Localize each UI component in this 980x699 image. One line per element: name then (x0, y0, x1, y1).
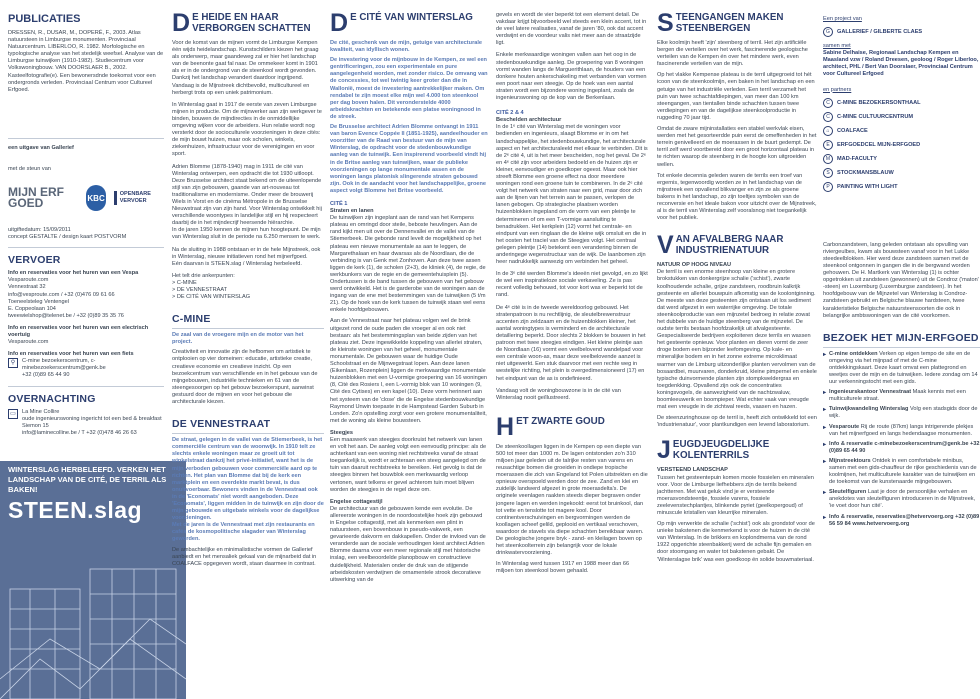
mijn-erfgoed-logo: MIJN ERF GOED (8, 185, 65, 211)
publicaties-text: DRESSEN, R., DUSAR, M., DOPERÉ, F., 2003. Atlas natuursteen in Limburgse monumenten. Provinciaal Natuurcentrum. LIBERLOO, R. 1982. Morfologische en typologische analyse van het stedelijk weefsel. Analyse van de Limburgse tuinwijken (1910-1982). Studiecentrum voor Volkswoningbouw. VAN DOORSLAER B., 2002. Kasteelfotografie(e). Een bewonersdnde toekomst voor een ondergronds verleden. Provinciaal Centrum voor Cultureel Erfgoed. (8, 30, 164, 93)
vervoer-text-4: Info en reservaties voor het huren van een electrisch voertuig (8, 324, 149, 338)
legend-label: MAD-FACULTY (837, 155, 877, 162)
column-heide (172, 0, 324, 699)
steen-title (657, 9, 817, 37)
cmine-text: Creativiteit en innovatie zijn de hefbomen om artistiek te ontplooien op vier domeinen: educatie, artistieke creatie, creatieve economie en creatieve inzicht. Op een bezoekcentrum van verschillende en in het gebouw van de mijngebouwen, industriële technieken en 61 van de steengesoorgen op het gebouw bezoekerspunt, aanwinst gestuurd door de mijnen en voor het gebouw die architecturale kiezen. (172, 349, 318, 406)
divider (172, 433, 324, 434)
bezoek-text: Rij de route (87km) langs intrigerende plekjes van het mijnerfgoed en langs hedendaagse monumenten. (829, 423, 974, 437)
afval-dropcap: V (657, 231, 674, 260)
samen-text: Sabine Delhaise, Regionaal Landschap Kempen en Maasland vzw / Roland Dreesen, geoloog / Roger Liberloo, architect, PHL / Bert Van Doorslaer, Provinciaal Centrum voor Cultureel Erfgoed (823, 50, 979, 78)
engelse-text: De architectuur van de gebouwen kende een evolutie. De allereerste woningen in de noordoostelijke hoek zijn gebouwd in Engelse cottagestijl, met als kenmerken een plint in natuursteen, een bovenbouw in pseudo-vakwerk, een gevarieerde dakvorm en dakkapellen. Onder de invloed van de veranderde aan de sociale verhoudingen kiest architect Adrien Blomme daarna voor een meer regionale stijl met historische inslag, een veelbeoordelde planopbouw en constructieve duidelijkheid. Materialen onder de druk van de stijgende arbeidskosten verdwijnen de ornamentele strook decoratieve uitwerking van de (330, 505, 486, 583)
cite-cont-p1: gevels en wordt de vier beperkt tot een element detail. De vakdaar krijgt bijvoorbeeld wel steeds een klein accent, tot in de veel latere realisaties, vanaf de jaren '80, ook dat accent verdwijnt en de voordeur valis niet meer aan de straatzijde ligt. (496, 12, 647, 47)
org-item (823, 27, 980, 37)
cite-title-text: E CITÉ VAN WINTERSLAG (350, 12, 473, 23)
steen-p4: Tot enkele decennia geleden waren de terrils een troef van ergernis, tegenwoordig worden ze in het landschap van de mijnstreek een opvallend blikvanger en zijn ze als groene bakens in het landschap, zo zijn toeltjes symbolen van de reconversie en het ideale bakon voor uitzicht over de Mijnstreek, al is de terril van Winterslag zelf vooralsnog niet toegankelijk voor het publiek. (657, 172, 817, 222)
legend-item (823, 140, 980, 150)
heide-p1: Voor de komst van de mijnen vormt de Limburgse Kempen één wijds heidelandschap. Kunstschilders kiezen het graag als onderwerp, maar gaandeweg zal er hier het landschap van de beenonte gaat fal naar. De ommekeer komt in 1901 als er in de ondergrond van de steenkool wordt gevonden. Dankzij het landschap verandert daardoor ingrijpend. Vandaag is de Mijnstreek dichtbevolkt, multicultureel en herbergt trots op een uniek patrimonium. (172, 40, 319, 96)
cite1-text: De tuinwijken zijn ingeplant aan de rand van het Kempens plateau en omringd door steile, beboste heuvlingen. Aan de rand kijkt men uit over de Dennenvallei en de vallei van de Stiemerbeek. Die gebonde rand levelt de mogelijkheid op het plateau een nieuwe monumentale as aan te leggen, de Margarethalaan en haar dwarsas als de Noordlaan, die de verbinding is van Genk met Zonhoven. Aan deze twee assen liggen de kerk (1), de scholen (2+3), de kliniek (4), de regie, de werkbunkers van de regie en de gemeentehuisplein (5). Ondertussen is de band tussen de gebouwen van het gebouw werd ontwikkeld. Het is de garderobe van de woningen aan de ingang van de ene met bestemmingen van de tuinwijken (5 t/m 21). Op de hoek van de kerk tussen de tuinwijk staan wel eens enkele hoofdgebouwen. (330, 215, 486, 314)
cmine-icon: C (823, 98, 833, 108)
overnachting-heading: OVERNACHTING (8, 392, 96, 405)
bezoek-title: Info & reservatie, reservaties@hetvervoerg.org (829, 513, 954, 520)
legend-item (823, 98, 980, 108)
afval-title-text: AN AFVALBERG NAAR INDUSTRIENATUUR (675, 234, 784, 256)
cite-cont-p5: De 4ᵉ cité is in de tweede wereldoorlog gebouwd. Het stratenpatroon is nu rechtlijnig, de sleutelbrewenstruur accenten zijn zeldzaam en de huizenblokken kleiner, het aantal woningtypes is verminderd en de architecturale detaillering beperkt. Door slechts 2 blokken te bouwen in het patroon met twee steegjes eindigen. Het kleine pleintje aan de Noordlaan (16) vormt een veelbelovend wandelpad voor een centrale woon-as, maar deze veelbelovende aanzet is niet uitgewerkt. Een stuk daarvoor met een rechte weg in westelijke richting, het plein is overgedimensioneerd (17) en het eindpunt van de as is ondefinieerd. (496, 304, 646, 382)
divider (823, 347, 980, 348)
bezoek-text: Verken op eigen tempo de site en de omgeving via het mijnpad of met de C-mine ontdekkingskaart. Deze kaart omvat een plattegrond en weetjes over de mijn en de tuinwijken. Iedere zondag om 14 uur verkenningstocht met een gids. (829, 350, 978, 386)
jeugd-title (657, 436, 817, 465)
afval-title (657, 231, 817, 260)
bezoek-title: Tuinwijkwandeling Winterslag (829, 406, 909, 413)
divider (172, 328, 324, 329)
steun-text: met de steun van (8, 165, 51, 172)
partners-label: en partners (823, 86, 852, 93)
bezoek-item (823, 406, 980, 420)
natuur-p1: De terril is een enorme steenhoop van kleine en grotere brokstukken van donkergrijze schalie ('schist'), zwarte koolhoudende schalie, grijze zandsteen, roodbruin kalkrijk gesteente en allerlei bouwpuin afkomstig van de koolontginning. De meeste van deze gesteenten zijn ontstaan uit los sediment dat werd afgezet in een waterrijke omgeving. De totale steenkoolproductie van een mijnzetel bedroeg in relatie zowat het dubbele van de huidige steenberg van de mijnzetel. De oudste terrils bestaan hoofdzakelijk uit afvalgesteente. Gespecialiseerde bedrijven exploiteren deze terrils en wassen het gesteente opnieuw. Voor planten en dieren vormt de zeer droge bodem een bijzonder leefomgeving. Op kale- en mineralijke bodem en in het zonne extreme microklimaat warmer van de Limburg uitzonderlijke planten vervolmen van de bosaardbei, muurvaren, donderkruid, kleine pimpernel en enkele typische duinvormende planten zijn stompkweldergras en toegdenkking. Opvallend zijn ook de concentraties koningsvogels, de aanwezigheid van de nachtzwaluw, boomleeuwerik en boompieper. Wat echter vaak van vreugde mat een vreugde in de zichtwal reeds, vaasen en hazen. (657, 269, 817, 411)
heide-p3: Adrien Blomme (1878-1940) mag in 1911 de cité van Winterslag ontwerpen, een opdracht die tot 1930 uitloopt. Deze Brusselse architect staat bekend om de uiteenlopende stijl van zijn gebouwen, gaande van art-nouveau tot traditionalisme en modernisme. Onder meer de brouwerij Wiels in Vorst en de cinéma Métropole in de Brusselse Nieuwstraat zijn van zijn hand. Voor Winterslag ontwikkelt hij verschillende woontypes in landelijke stijl en hij respecteert daarbij de in het mijndecrijf heersende hiërarchie. (172, 163, 322, 227)
engelse-heading: Engelse cottagestijl (330, 498, 383, 505)
steen-title-text: TEENGANGEN MAKEN STEENBERGEN (675, 12, 784, 34)
bezoek-text: c-minebezoekerscentrum@genk.be +32 (0)89 65 44 90 (829, 440, 980, 454)
bezoek-title: C-mine ontdekken (829, 350, 878, 357)
bed-icon: ▭ (8, 409, 18, 419)
zwarte-title-text: ET ZWARTE GOUD (516, 415, 605, 427)
banner-title: WINTERSLAG HERBELEEFD. VERKEN HET LANDSCHAP VAN DE CITÉ, DE TERRIL ALS BAKEN! (8, 465, 167, 494)
legend-item (823, 126, 980, 136)
natuur-p2: De steenzuringhouse op de terril is, heeft zich ontwikkeld tot een 'industrienatuur', voor plantkundigen een levend laboratorium. (657, 415, 817, 429)
vennestraat-lead: De straat, gelegen in de vallei van de Stiemerbeek, is het commerciële centrum van de woonwijk. In 1910 telt ze slechts enkele woningen maar ze groeit uit tot winkelstraat dankzij het privé-initiatief, want het is de mijn verboden gebouwen voor commerciële aard op te richten. Het plan van Blomme dat bij de kerk een marktplein en een overdekte markt bevat, is dus onuitvoerbaar. Bewoners vinden in de Vennestraat ook in de 'Economats' niet wordt aangeboden. Deze 'Economats', liggen midden in de tuinwijk en zijn door de mijn gebouwde en uitgebate winkels voor de dagelijkse voorzieningen. (172, 437, 324, 522)
cite1-heading: CITÉ 1 (330, 200, 348, 207)
bike-icon: ⚲ (8, 358, 18, 368)
legend-label: ERFGOEDCEL MIJN-ERFGOED (837, 141, 921, 148)
cite23-subheading: Beschelden architectuur (496, 117, 562, 124)
legend-label: STOCKMANSBLAUW (837, 169, 894, 176)
steen-p2: Op het vlakke Kempense plateau is de terril uitgegroeid tot hét icoon van de steenkoolmijn, een baken in het landschap en een getuige van het industriële verleden. Een terril verzamelt het puin van twee schachtafdiepingen, van meer dan 100 km steengangen, van tientallen binde schachten tussen twee verdiepingen en van de dagelijkse steenkoolproductie in ruggeding 70 jaar tijd. (657, 72, 815, 121)
vervoer-text-1: Info en reservaties voor het huren van een Vespa (8, 270, 139, 277)
cover-banner (0, 461, 186, 699)
coalface-icon: ⌂ (823, 126, 833, 136)
zwarte-text-2: In Winterslag werd tussen 1917 en 1988 meer dan 66 miljoen ton steenkool boven gehaald. (496, 561, 630, 575)
vervoer-text-7: C-mine bezoekerscentrum, c-minebezoekerscentrum@genk.be +32 (0)89 65 44 90 (22, 358, 106, 379)
bezoek-title: Sleutelfiguren (829, 489, 867, 496)
bezoek-text: Ontdek in een comfortabele minibus, samen met een gids-chauffeur de rijke geschiedenis van de koolmijnen, het multiculturele karakter van de tuinwijken en de toekomst van de kunstenaarde mijngebouwen. (829, 457, 977, 486)
jeugd-dropcap: J (657, 436, 671, 465)
steen-p3: Omdat de zware mijninstallaties een stabiel werkvlak eisen, werden met het gesorteerdde puin eerst de omeffenheden in het terrein genivelleerd en de moerassen in de buurt gedempt. De terril zelf werd voortbereid door een groot horizontaal plateau in te richten waarop de steenberg in de hoogte kon uitgroeiden wellen. (657, 126, 817, 168)
legend-label: PAINTING WITH LIGHT (837, 183, 898, 190)
carbon-text: Carbonzandsteen, lang geleden ontstaan als opvulling van riviergeulbes, kwam als bouwsteen vanaf voor in het Lukke steedeelblokken. Hier werd deze zandsteen samen met de steenkool ontgonnen in gangen die in de bergwand worden gehouwen. De H. Martkerk van Winterslag (1) is ochter opgetrokken uit zandsteen (gewonnen) uit de Condroz ('maton' -steen) en Luxemburg (Luxemburgse zandsteen). In het hoofdgebouw van de Mijnzetel van Winterslag is Condroz-zandsteen gebruikt en Belgische blauwe hardsteen, twee karakteristieke Belgische natuursteensoorten die ook in belangrijke ambtswoningen van de cité voorkomen. (823, 241, 979, 319)
legend-item (823, 182, 980, 192)
legend-item (823, 154, 980, 164)
vervoer-heading: VERVOER (8, 254, 61, 267)
cite23-heading: CITÉ 2 & 4 (496, 110, 524, 117)
versteend-text: Tussen het gesteentepuin komen mooie fossielen en mineralen voor. Voor de Limburge liefhebbers zijn de terrils bekend jachtterren. Met wat geluk vind je er versteende moerasvondsteentje, fossiele varens, fossiele zeelevenstechplantjes, blinkende pyriet (geelkopergoud) of minuscule kristallen van kleurrijke mineralen. (657, 474, 814, 516)
heide-p4: In de jaren 1950 kennen de mijnen hun hoogtepunt. De mijn van Winterslag sluit in de periode na 6.250 mensen te werk. (172, 227, 321, 241)
zwarte-text: De steenkoollagen liggen in de Kempen op een diepte van 500 tot meer dan 1000 m. De lagen ontstonden zo'n 310 miljoen jaar geleden uit de talrijke resten van varens en reusachtige bomen die groeiden in ondiepe tropische moerassen die zich van Engeland tot Polen uitstrekten en die opnieuw overspoeld werden door de zee. Zand en klei en zuidelijk landwerd afgezet in grote moerasdelta's. De originele veenlagen raakten steeds dieper begraven onder jongere lagen en werden ingekoold: eerst tot bruinkool, dan tot vette en tenslotte tot magere kool. Door continentverschuivingen en bergvormingen werden de koollagen scheef gelild, geplooid en vertikaal verschoven, waardoor de stavels via diepe schachten bereikbaar waren. De geologische jongere bryk - zand- en kleilagen boven op het steenkoolterrein zijn belangrijk voor de lokale drinkwatervoorziening. (496, 443, 648, 557)
natuur-heading: NATUUR OP HOOG NIVEAU (657, 262, 732, 269)
list-item: > C-MINE (172, 279, 197, 286)
heide-title (172, 9, 324, 37)
vervoer-text-2: Vesparoute.com Vennestraat 32 info@vesproute.com / +32 (0)476 09 61 66 (8, 277, 115, 298)
divider (8, 386, 164, 387)
bezoek-heading: BEZOEK HET MIJN-ERFGOED (823, 331, 979, 344)
bezoek-item (823, 351, 980, 386)
bezoek-text: +32 (0)89 56 59 84 www.hetvervoerg.org (829, 513, 980, 527)
column-cite (330, 0, 488, 699)
steegjes-text: Een maaswerk van steegjes doorkruist het netwerk van lanen en volt het aan. De aanleg volgt een eenvoudig principe: als de achterkant van een woning niet rechtstreeks vanaf de straat toegankelijk is, wordt er achteraan een steeg aangelegd om de tuin van daaruit rechtstreeks te bereiken. Het gevolg is dat de steegjes binnen het bouwblok een merkwaardig verloop vertonen, want telkens er gevel achterom tuin moet blijven worden de steegjes in de regel deze om. (330, 436, 487, 493)
cite-cont-p6: Vandaag volt de woningbouwzone is in de cité van Winterslag nooit geïllustreerd. (496, 387, 621, 401)
bezoek-text: Maak kennis met een multiculturele straat. (829, 389, 966, 403)
vervoer-text-6: Info en reservaties voor het huren van een fiets (8, 351, 134, 358)
anchor-list (172, 280, 324, 301)
legend-item (823, 112, 980, 122)
arrow-icon: ▸ (823, 490, 827, 497)
cite-cont-p4: In de 3ᵉ cité werden Blomme's ideeën niet gevolgd, en zo lijkt de wel een inspiratieloze sociale verkaveling. Ze is pas recent volledig behouwd, tot voor kort was er beperkt tot de rand. (496, 271, 648, 299)
org-name: GALLERIEF / GILBERTE CLAES (837, 29, 923, 36)
mad-icon: M (823, 154, 833, 164)
painting-icon: P (823, 182, 833, 192)
bezoek-title: Ingenieurskantoor Vennestraat (829, 389, 912, 396)
bezoek-item (823, 389, 980, 403)
heide-p5: Na de sluiting in 1988 ontstaan er in de hele Mijnstreek, ook in Winterslag, nieuwe initiatieven rond het mijnerfgoed. (172, 246, 321, 260)
cite1-text-2: Aan de Vennestraat naar het plateau volgen wel de brink uitgezet rond de oude paden die vroeger al en ook niet bestaan: als het bestemmingsplan van beide zijden van het plateau ziet. Deze ingewikkelde koppeling van allerlei straten, de kleinste woningen van het geheel, monumentale monumentale. De gebouwen waar de huidige Oude Schoolstraat en de Mijnwegstraat lopen. Aan deze lanen (Eikenlaan, Rozenplein) liggen de merkwaardige monumentale huizenblokken met een U-vormige groepering van 16 woningen (8, Cité des Rosiers I, een L-vormig blok van 10 woningen (9, Cité des Cytises) en een kapel (10). Deze vorm herinnert aan het systeem van de 'close' die de Engelse stedenbouwkundige Raymond Unwin toepaste in de Hampstead Garden Suburb in Londen. Zo'n opstelling zorgt voor een grotere monumentaliteit, met de woning als kleine bouwsteen. (330, 318, 488, 424)
publicaties-heading: PUBLICATIES (8, 13, 81, 25)
bezoek-title: Info & reservatie (829, 440, 873, 447)
divider (8, 247, 164, 248)
legend-label: COALFACE (837, 127, 868, 134)
arrow-icon: ▸ (823, 407, 827, 414)
divider (8, 138, 164, 139)
cite-dropcap: D (330, 9, 349, 37)
cmine-culture-icon: C (823, 112, 833, 122)
heide-p2: In Winterslag gaat in 1917 de eerste van zeven Limburgse mijnen in productie. Om de mijnwerker aan zijn werkgever te binden, bouwen de mijndirecties in de onmiddellijke omgeving wijken voor de arbeiders. Hun relatie wordt nog versterkt door de socioculturele voorzieningen in deze cités: de mijn bouwt huizen, maar ook scholen, winkels, ziekenhuizen, infrastructuur voor de verenigingen en voor sport. (172, 101, 322, 158)
list-item: > DE VENNESTRAAT (172, 287, 228, 293)
concept-line: concept GESTALTE / design kaart POSTVORM (8, 234, 127, 241)
legend-label: C-MINE CULTUURCENTRUM (837, 113, 914, 120)
cite-lead-3: De Brusselse architect Adrien Blomme ontvangt in 1911 van baron Evence Coppée II (1851-1925), aandeelhouder en voorzitter van de Raad van bestuur van de mijn van Winterslag, de opdracht voor de stedenbouwkundige aanleg van de tuinwijk. Een inspirerend voorbeeld vindt hij in de Britse aanleg van tuinwijken, waar de publieke voorzieningen op lange monumentale assen en de woningen langs platonisk slingerende straten gebouwd zijn. Ook in de aandacht voor het landschappelijke, groene aspect volgt Blomme het Britse voorbeeld. (330, 124, 488, 194)
vennestraat-lead-2: Met de jaren is de Vennestraat met zijn restaurants en cafés de kosmopolitische slagader van Winterslag geworden. (172, 522, 315, 543)
heide-dropcap: D (172, 9, 191, 37)
zwarte-goud-title (496, 412, 648, 441)
heide-title-text: E HEIDE EN HAAR VERBORGEN SCHATTEN (192, 12, 311, 34)
bezoek-title: Vesparoute (829, 423, 860, 430)
bezoek-item (823, 424, 980, 438)
overnachting-text: La Mine Collire oude ingenieurswoning ingericht tot een bed & breakfast Siemon 15 info@laminecolline.be / T +32 (0)478 46 26 63 (22, 408, 162, 436)
bezoek-item (823, 458, 980, 486)
bezoek-item (823, 441, 980, 455)
erfgoedcel-icon: E (823, 140, 833, 150)
arrow-icon: ▸ (823, 458, 827, 465)
kbc-logo: KBC (86, 185, 105, 211)
versteend-text-2: Op mijn verwerkte de schalie ('schist') ook als grondstof voor de unieke bakstenen die kenmerkend is voor de huizen in de cité van Winterslag. In de brikkers en koplondmerna van de rond 1922 opgerichte steenbakkerij werd de schalie fijn gemalen en door stoomgang en water tot bakstenen gebakt. De 'Winterslagse brik' was een goedkoop én solide bouwmateriaal. (657, 521, 815, 563)
column-steenbergen (657, 0, 817, 699)
arrow-icon: ▸ (823, 390, 827, 397)
bezoek-item (823, 514, 980, 528)
sponsor-logos (8, 181, 164, 215)
arrow-icon: ▸ (823, 514, 827, 521)
cite-cont-p2: Enkele merkwaardige woningen vallen aan het oog in de stedenbouwkundige aanleg. De groepering van 8 woningen vormt wanden langs de Marguerithlaan, de houders van een donkere houten ankerschakeling met verbanden van vormen een poort naar een steegje. Op de hoek van een aantal straten wordt een bijzondere woning ingeplant, zoals de ingenieurswoning op de kop van de Berkenlaan. (496, 52, 647, 102)
bezoek-item (823, 489, 980, 510)
legend-item (823, 168, 980, 178)
vervoer-text-5: Vesparoute.com (8, 339, 49, 346)
heide-p6: Eén daarvan is STEEN.slag / Winterslag herbeleefd. (172, 260, 302, 267)
cite-lead-2: De investering voor de mijnbouw in de Kempen, ze wel een gentrificeringen, zou een experimentale en pure aangelegenheid worden, met zonder risico. De omvang van de concessies, tot wel twintig keer groter dan die in Wallonië, moest de investering aantrekkelijker maken. Om rendabel te zijn moest elke mijn wel 4.000 ton steenkool per dag boven halen. Dit veronderstelde 4000 arbeidskrachten en betekende een platse woningnood in de streek. (330, 57, 488, 120)
column-cite-cont (496, 0, 648, 699)
project-label: Een project van (823, 16, 862, 22)
steen-p1: Elke koolmijn heeft 'zijn' steenberg of terril. Het zijn artificiële bergen die verteilen over het werk, fascinerende geologische verteilen van de Kempen én over het mindere werk, even fascinerende verteilen van de mijn. (657, 40, 808, 68)
stockmansblauw-icon: S (823, 168, 833, 178)
cite-lead: De cité, geschenk van de mijn, getuige van architecturale kwaliteit, van idyllisch wonen. (330, 40, 483, 54)
cmine-lead: De zaal van de vroegere mijn en de motor van het project. (172, 332, 304, 346)
bezoek-text: Volg een stadsgids door de wijk. (829, 406, 978, 420)
overnachting-info (8, 409, 164, 437)
bezoek-text: Laat je door de persoonlijke verhalen en anekdotes van sleutelfiguren introduceren in de Mijnstreek, 'ie voet door hun cité'. (829, 489, 976, 510)
arrow-icon: ▸ (823, 424, 827, 431)
jeugd-title-text: EUGDJEUGDELIJKE KOLENTERRILS (672, 439, 770, 461)
versteend-heading: VERSTEEND LANDSCHAP (657, 467, 728, 474)
list-intro: Het telt drie ankerpunten: (172, 272, 235, 279)
column-partners (823, 0, 980, 699)
vennestraat-heading: DE VENNESTRAAT (172, 418, 271, 431)
arrow-icon: ▸ (823, 351, 827, 358)
cite-cont-p3: In de 1ᵉ cité van Winterslag met de woningen voor bedienden en ingenieurs, slaagt Blomme er in om het landschappelijke, het stedenbouwkundige, het architecturale aspect en het architecturaleeld met elkaar te verbinden. Dit is de 2ᵉ cité 4, uit is het meer bescheiden, nog het geval. De 2ᵉ en 4ᵉ cité zijn voor arbeiders bedoeld en de huizen zijn er kleiner, eenvoudiger en goedkoper ogeest. Maar ook hier streeft Blomme een groene effect na door meerdere woningen rond een groene tuin te combineren. In de 2ᵉ cité volgt het netwerk van straten naar een grid, maar door zich aan de lijnen van het terrein aan te passen, verlopen de lanen gebogen. Op strategische plaatsen worden huizenblokken ingepland om de vorm van een pleintje te determineren of om een T-vormige aansluiting te benadrukken. Het kerkplein (12) vormt het centrale- en eindpunt van een ringlaan die de kleine wijk omsluit en die in het oosten het traciel van de Steegjes volgt. Het centraal gelegen pleintje (14) betekent een verandering binnen de anderingege wegenstructuur van de wijk. De laanbomen zijn heer nadrukkelijk aanwezig om verbinden het geheel. (496, 124, 648, 266)
cmine-heading: C-MINE (172, 313, 211, 326)
vervoer-text-3: Toeneelsteleg Ventengel E. Coppeolaan 104 tweewielshop@telenet.be / +32 (0)89 35 35 76 (8, 298, 124, 319)
gallerief-icon: G (823, 27, 833, 37)
fiets-info (8, 358, 164, 379)
zwarte-dropcap: H (496, 412, 515, 441)
steen-dropcap: S (657, 9, 674, 37)
vennestraat-text: De ambachtelijke en minimalistische vormen de Gallerief aanbiedt en het mensaliek gekaal van de mijnarbeid dat in COALFACE opgegeven wordt, staan daarmee in contrast. (172, 546, 317, 567)
bezoek-title: Mijnstreektours (829, 457, 871, 464)
cite1-subheading: Straten en lanen (330, 208, 374, 215)
openbaar-vervoer-logo: OPENBARE VERVOER (114, 191, 164, 205)
steegjes-heading: Steegjes (330, 429, 354, 436)
legend-label: C-MINE BEZOEKERSONTHAAL (837, 99, 921, 106)
samen-label: samen met (823, 43, 851, 50)
date-line: uitgiftedatum: 15/09/2011 (8, 227, 71, 234)
banner-wordmark: STEEN.slag (8, 497, 143, 523)
building-illustration (0, 549, 186, 699)
uitgave-text: een uitgave van Gallerief (8, 144, 74, 151)
arrow-icon: ▸ (823, 441, 827, 448)
list-item: > DE CITÉ VAN WINTERSLAG (172, 294, 251, 301)
cite-title (330, 9, 488, 37)
